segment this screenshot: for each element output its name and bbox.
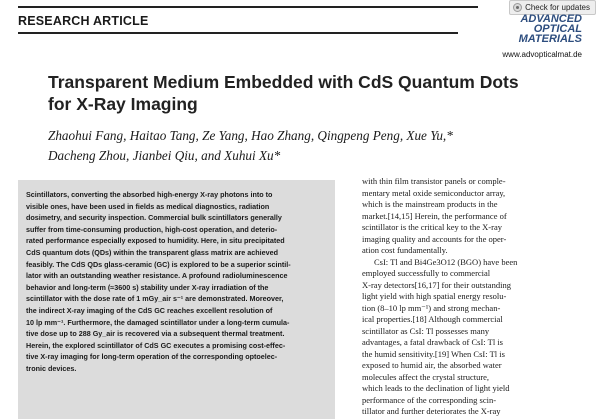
header-rule-top [18, 6, 478, 8]
body-text-column [362, 176, 588, 418]
body-line: CsI: Tl and Bi4Ge3O12 (BGO) have been [374, 256, 518, 267]
body-line: employed successfully to commercial [362, 268, 491, 278]
abstract-line: Scintillators, converting the absorbed high-energy X-ray photons into to [26, 190, 273, 199]
body-line: molecules affect the crystal structure, [362, 371, 490, 382]
body-line: advantages, a fatal drawback of CsI: Tl is [362, 337, 503, 347]
body-line: which is the mainstream products in the [362, 199, 498, 209]
title-line: for X-Ray Imaging [48, 94, 198, 114]
body-line: imaging quality and accounts for the oper- [362, 233, 507, 244]
update-icon [513, 3, 522, 12]
body-line: exposed to humid air, the absorbed water [362, 360, 502, 370]
body-line: which leads to the declination of light yield [362, 383, 510, 393]
body-line: X-ray detectors[16,17] for their outstanding [362, 279, 511, 290]
abstract-line: tive dose up to 288 Gy_air is recovered via a subsequent thermal treatment. [26, 329, 285, 339]
body-line: performance of the corresponding scin- [362, 394, 497, 405]
author-line: Dacheng Zhou, Jianbei Qiu, and Xuhui Xu* [48, 148, 281, 163]
abstract-line: dosimetry, and security inspection. Commercial bulk scintillators generally [26, 213, 282, 223]
abstract-line: rated performance especially exposed to humidity. Here, in situ precipitated [26, 236, 285, 246]
abstract-line: scintillator with the dose rate of 1 mGy_air s⁻¹ are demonstrated. Moreover, [26, 294, 284, 304]
update-badge-label: Check for updates [525, 3, 590, 12]
body-line: ical properties.[18] Although commercial [362, 314, 503, 324]
abstract-line: tronic devices. [26, 363, 77, 373]
abstract-line: feasibly. The CdS QDs glass-ceramic (GC) is explored to be a superior scintil- [26, 259, 291, 269]
body-line: the humid sensitivity.[19] When CsI: Tl is [362, 348, 505, 359]
body-line: tillator and further deteriorates the X-ray [362, 406, 501, 416]
article-type-label: RESEARCH ARTICLE [18, 14, 149, 28]
author-list [48, 126, 568, 166]
abstract-line: the indirect X-ray imaging of the CdS GC reaches excellent resolution of [26, 305, 273, 315]
abstract-line: tive X-ray imaging for long-term operation of the corresponding optoelec- [26, 352, 278, 362]
abstract-line: 10 lp mm⁻¹. Furthermore, the damaged scintillator under a long-term cumula- [26, 317, 290, 327]
body-line: tion (8–10 lp mm⁻¹) and strong mechan- [362, 302, 501, 313]
header-rule-bottom [18, 32, 458, 34]
article-title [48, 71, 568, 115]
title-line: Transparent Medium Embedded with CdS Quantum Dots [48, 72, 519, 92]
body-line: market.[14,15] Herein, the performance of [362, 210, 507, 221]
body-line: ation cost fundamentally. [362, 245, 448, 255]
abstract-line: suffer from time-consuming production, high-cost operation, and deterio- [26, 224, 278, 234]
body-line: scintillator is the critical key to the X-ray [362, 222, 502, 232]
journal-logo: ADVANCED OPTICAL MATERIALS [518, 13, 582, 45]
body-line: mentary metal oxide semiconductor array, [362, 187, 506, 198]
author-line: Zhaohui Fang, Haitao Tang, Ze Yang, Hao Zhang, Qingpeng Peng, Xue Yu,* [48, 128, 453, 143]
body-line: scintillator as CsI: Tl possesses many [362, 325, 490, 336]
abstract-line: CdS quantum dots (QDs) within the transparent glass matrix are achieved [26, 247, 279, 257]
journal-url[interactable]: www.advopticalmat.de [502, 50, 582, 59]
body-line: with thin film transistor panels or comple- [362, 176, 506, 186]
abstract-line: lator with an outstanding weather resistance. A profound radioluminescence [26, 271, 288, 281]
body-line: light yield with high spatial energy resolu- [362, 291, 507, 301]
abstract-line: behavior and long-term (≈3600 s) stability under X-ray irradiation of the [26, 282, 269, 292]
abstract [26, 189, 331, 375]
journal-brand [502, 14, 582, 59]
abstract-line: Herein, the explored scintillator of CdS GC executes a promising cost-effec- [26, 340, 286, 350]
abstract-line: visible ones, have been used in fields as medical diagnostics, radiation [26, 201, 270, 211]
